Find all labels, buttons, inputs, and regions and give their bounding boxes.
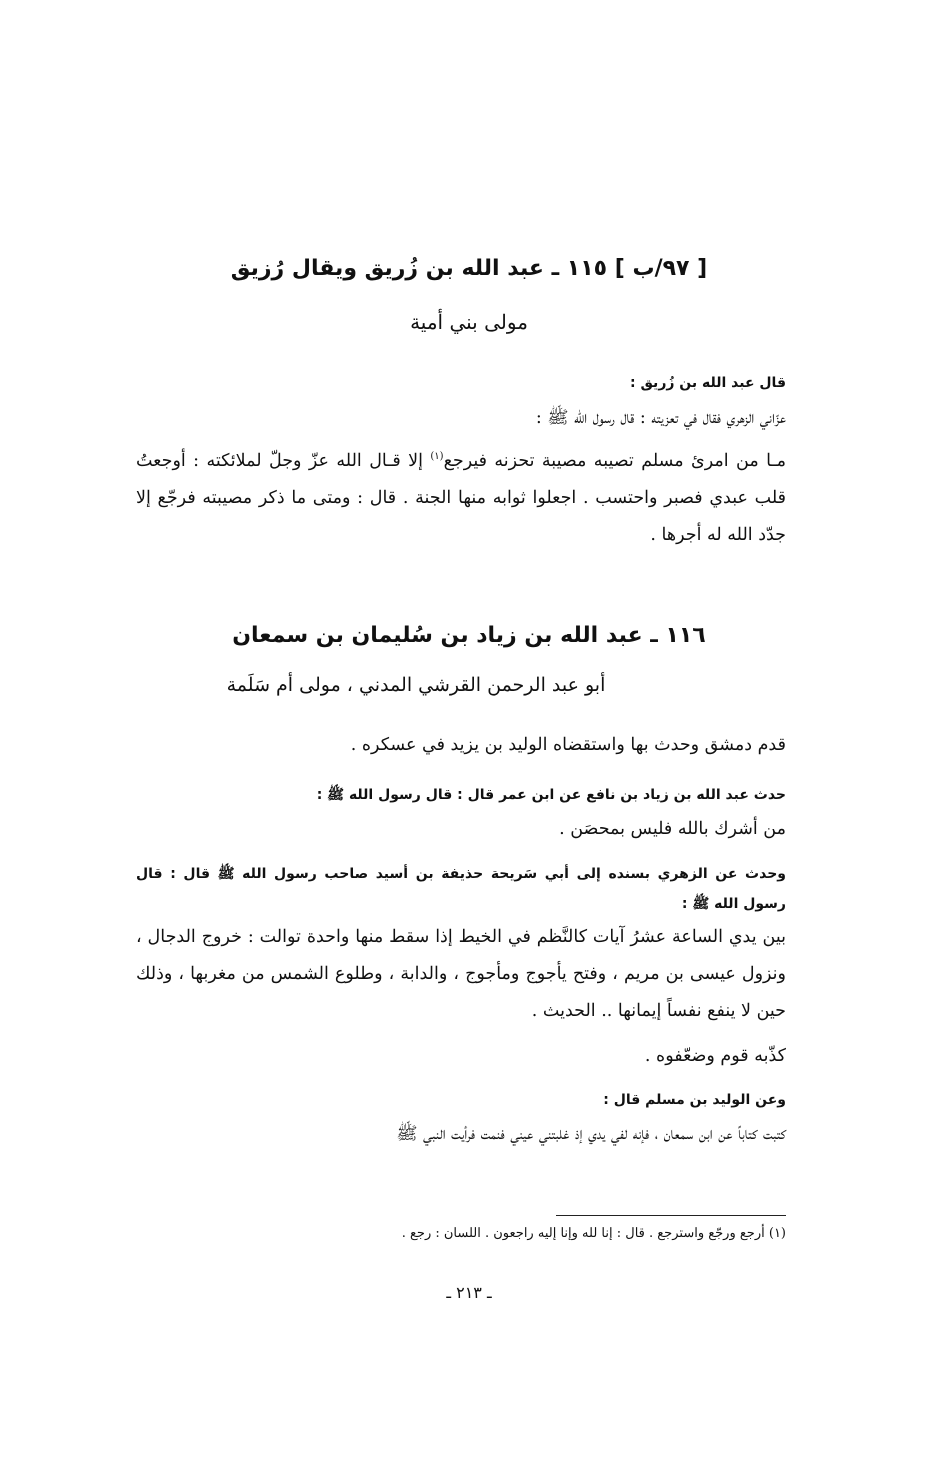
intro-line: عزّاني الزهري فقال في تعزيته : قال رسول الله ﷺ : [535,408,786,428]
entry-116-body [136,733,786,1148]
entry-115-title: [ ٩٧/ب ] ١١٥ ـ عبد الله بن زُريق ويقال رُزيق [230,256,708,281]
narration-1-label: حدث عبد الله بن زياد بن نافع عن ابن عمر قال : قال رسول الله ﷺ : [316,787,786,803]
narration-2-label: وحدث عن الزهري بسنده إلى أبي سَريحة حذيفة بن أسيد صاحب رسول الله ﷺ قال : قال رسول الله ﷺ : [136,866,786,912]
judgment-line: كذّبه قوم وضعّفوه . [644,1046,786,1066]
entry-115-body [136,372,786,554]
arrival-line: قدم دمشق وحدث بها واستقضاه الوليد بن يزيد في عسكره . [350,735,786,755]
narration-3-label: وعن الوليد بن مسلم قال : [603,1092,786,1108]
entry-116-title: ١١٦ ـ عبد الله بن زياد بن سُليمان بن سمعان [232,623,706,648]
narration-2-text: بين يدي الساعة عشرُ آيات كالنَّظم في الخيط إذا سقط منها واحدة توالت : خروج الدجال ، ونزول عيسى بن مريم ، وفتح يأجوج ومأجوج ، والدابة ، وطلوع الشمس من مغربها ، وذلك حين لا ينفع نفساً إيمانها .. الحديث . [136,927,786,1021]
narration-3-text: كتبت كتاباً عن ابن سمعان ، فإنه لفي يدي إذ غلبتني عيني فنمت فرأيت النبي ﷺ [396,1124,786,1144]
hadith-start: مـا من امرئ مسلم تصيبه مصيبة تحزنه فيرجع [443,450,786,471]
hadith-paragraph [136,438,786,554]
narration-1-text: من أشرك بالله فليس بمحصَن . [559,819,786,839]
footnote: (١) أرجع ورجّع واسترجع . قال : إنا لله وإنا إليه راجعون . اللسان : رجع . [401,1226,786,1241]
page-number: ـ ٢١٣ ـ [446,1283,492,1302]
hadith-rest: إلا قـال الله عزّ وجلّ لملائكته : أوجعتُ قلب عبدي فصبر واحتسب . اجعلوا ثوابه منها الجنة . قال : ومتى ما ذكر مصيبته فرجّع إلا جدّد الله له أجرها . [136,450,786,545]
footnote-divider [556,1215,786,1216]
entry-116-subtitle-wrap [136,672,696,698]
footnote-marker: (١) [430,451,444,462]
entry-116-subtitle: أبو عبد الرحمن القرشي المدني ، مولى أم سَلَمة [226,674,606,696]
entry-115-subtitle: مولى بني أمية [410,310,528,334]
narrator-label: قال عبد الله بن زُريق : [629,375,786,391]
